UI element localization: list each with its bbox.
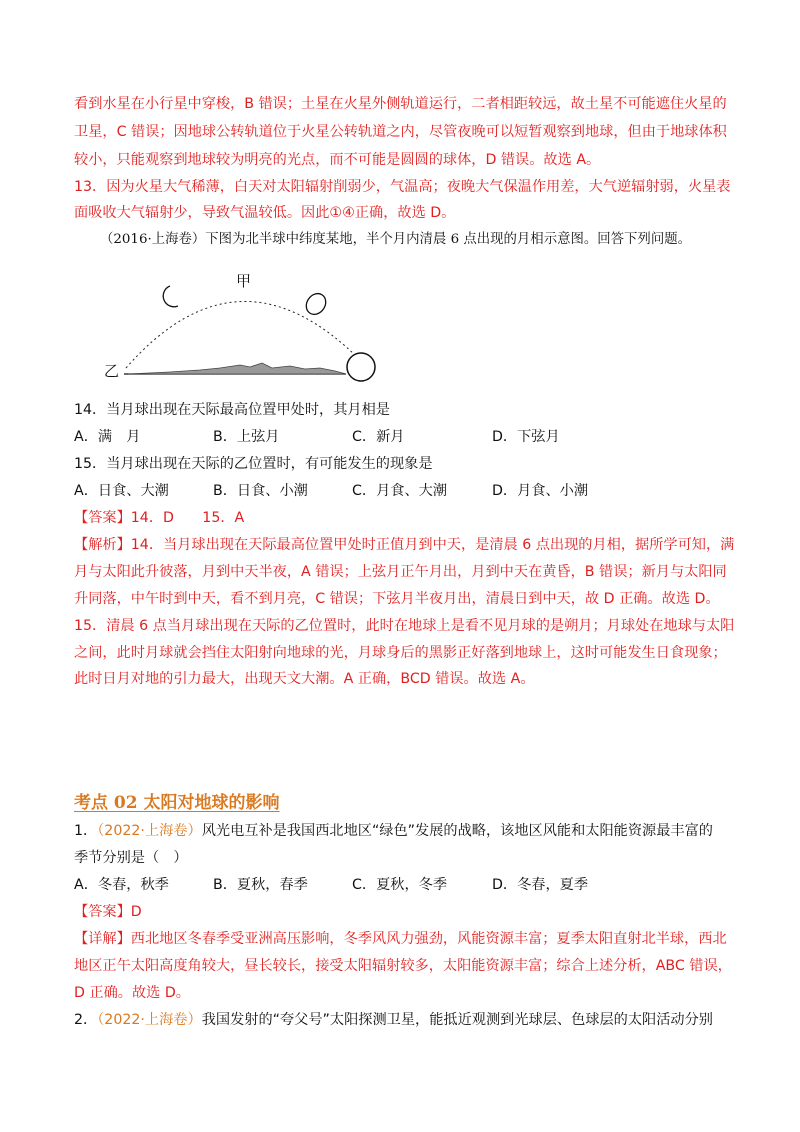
q2-number: 2． — [74, 1012, 98, 1028]
analysis-first: 14．当月球出现在天际最高位置甲处时正值月到中天，是清晨 6 点出现的月相，据所学可知，满 — [130, 537, 735, 553]
analysis-line-1 — [74, 536, 734, 554]
passage-intro — [100, 231, 691, 249]
q15-option-b[interactable]: B．日食、小潮 — [213, 483, 308, 499]
gibbous-moon-icon — [302, 290, 329, 318]
moon-phase-diagram — [100, 268, 390, 386]
passage-text: 下图为北半球中纬度某地，半个月内清晨 6 点出现的月相示意图。回答下列问题。 — [205, 232, 691, 247]
q1-option-c[interactable]: C．夏秋，冬季 — [352, 877, 448, 893]
detail-tag: 【详解】 — [74, 931, 131, 947]
q2-source: （2022·上海卷） — [97, 1012, 202, 1028]
answer-block-1 — [74, 509, 244, 527]
analysis-line-6: 此时日月对地的引力最大，出现天文大潮。A 正确，BCD 错误。故选 A。 — [74, 671, 535, 687]
answer-tag: 【答案】 — [74, 904, 131, 920]
q14-option-c[interactable]: C．新月 — [352, 429, 405, 445]
q1-stem-line-2: 季节分别是（ ） — [74, 850, 188, 866]
terrain-silhouette — [128, 363, 346, 374]
detail-first: 西北地区冬春季受亚洲高压影响，冬季风风力强劲，风能资源丰富；夏季太阳直射北半球，西北 — [130, 931, 727, 947]
detail-line-1 — [74, 930, 727, 948]
label-jia: 甲 — [236, 272, 252, 290]
explanation-line-1: 看到水星在小行星中穿梭，B 错误；土星在火星外侧轨道运行，二者相距较远，故土星不可能遮住火星的 — [74, 96, 727, 112]
q1-option-d[interactable]: D．冬春，夏季 — [492, 877, 589, 893]
q1-option-a[interactable]: A．冬春，秋季 — [74, 877, 169, 893]
q15-option-a[interactable]: A．日食、大潮 — [74, 483, 169, 499]
analysis-line-2: 月与太阳此升彼落，月到中天半夜，A 错误；上弦月正午月出，月到中天在黄昏，B 错误；新月与太阳同 — [74, 564, 727, 580]
q14-option-d[interactable]: D．下弦月 — [492, 429, 560, 445]
moon-path-arc — [126, 301, 362, 368]
detail-line-2: 地区正午太阳高度角较大，昼长较长，接受太阳辐射较多，太阳能资源丰富；综合上述分析，ABC 错误， — [74, 958, 732, 974]
answer-text: 14．D 15．A — [130, 510, 245, 526]
detail-line-3: D 正确。故选 D。 — [74, 985, 190, 1001]
explanation-line-2: 卫星，C 错误；因地球公转轨道位于火星公转轨道之内，尽管夜晚可以短暂观察到地球，但由于地球体积 — [74, 124, 727, 140]
q1-option-b[interactable]: B．夏秋，春季 — [213, 877, 308, 893]
q14-stem: 14．当月球出现在天际最高位置甲处时，其月相是 — [74, 402, 390, 418]
q14-option-a[interactable]: A．满 月 — [74, 429, 141, 445]
q1-source: （2022·上海卷） — [97, 823, 202, 839]
answer-block-2 — [74, 903, 142, 921]
q1-number: 1． — [74, 823, 98, 839]
q14-option-b[interactable]: B．上弦月 — [213, 429, 280, 445]
q15-option-c[interactable]: C．月食、大潮 — [352, 483, 448, 499]
q2-stem-line-1 — [74, 1011, 713, 1029]
explanation-line-5: 面吸收大气辐射少，导致气温较低。因此①④正确，故选 D。 — [74, 205, 456, 221]
q15-option-d[interactable]: D．月食、小潮 — [492, 483, 589, 499]
analysis-tag: 【解析】 — [74, 537, 131, 553]
explanation-line-3: 较小，只能观察到地球较为明亮的光点，而不可能是圆圆的球体，D 错误。故选 A。 — [74, 152, 601, 168]
crescent-moon-icon — [163, 286, 178, 307]
analysis-line-4: 15．清晨 6 点当月球出现在天际的乙位置时，此时在地球上是看不见月球的是朔月；月球处在地球与太阳 — [74, 618, 735, 634]
q15-stem: 15．当月球出现在天际的乙位置时，有可能发生的现象是 — [74, 456, 433, 472]
label-yi: 乙 — [104, 362, 120, 380]
full-moon-icon — [347, 353, 375, 381]
answer-tag: 【答案】 — [74, 510, 131, 526]
passage-source: （2016·上海卷） — [100, 232, 206, 247]
explanation-line-4: 13．因为火星大气稀薄，白天对太阳辐射削弱少，气温高；夜晚大气保温作用差，大气逆辐射弱，火星表 — [74, 179, 731, 195]
analysis-line-5: 之间，此时月球就会挡住太阳射向地球的光，月球身后的黑影正好落到地球上，这时可能发生日食现象； — [74, 645, 727, 661]
q1-stem: 风光电互补是我国西北地区“绿色”发展的战略，该地区风能和太阳能资源最丰富的 — [201, 823, 713, 839]
answer-text: D — [130, 904, 142, 920]
q1-stem-line-1 — [74, 822, 713, 840]
analysis-line-3: 升同落，中午时到中天，看不到月亮，C 错误；下弦月半夜月出，清晨日到中天，故 D 正确。故选 D。 — [74, 591, 720, 607]
section-heading: 考点 02 太阳对地球的影响 — [74, 793, 280, 813]
q2-stem: 我国发射的“夸父号”太阳探测卫星，能抵近观测到光球层、色球层的太阳活动分别 — [201, 1012, 713, 1028]
